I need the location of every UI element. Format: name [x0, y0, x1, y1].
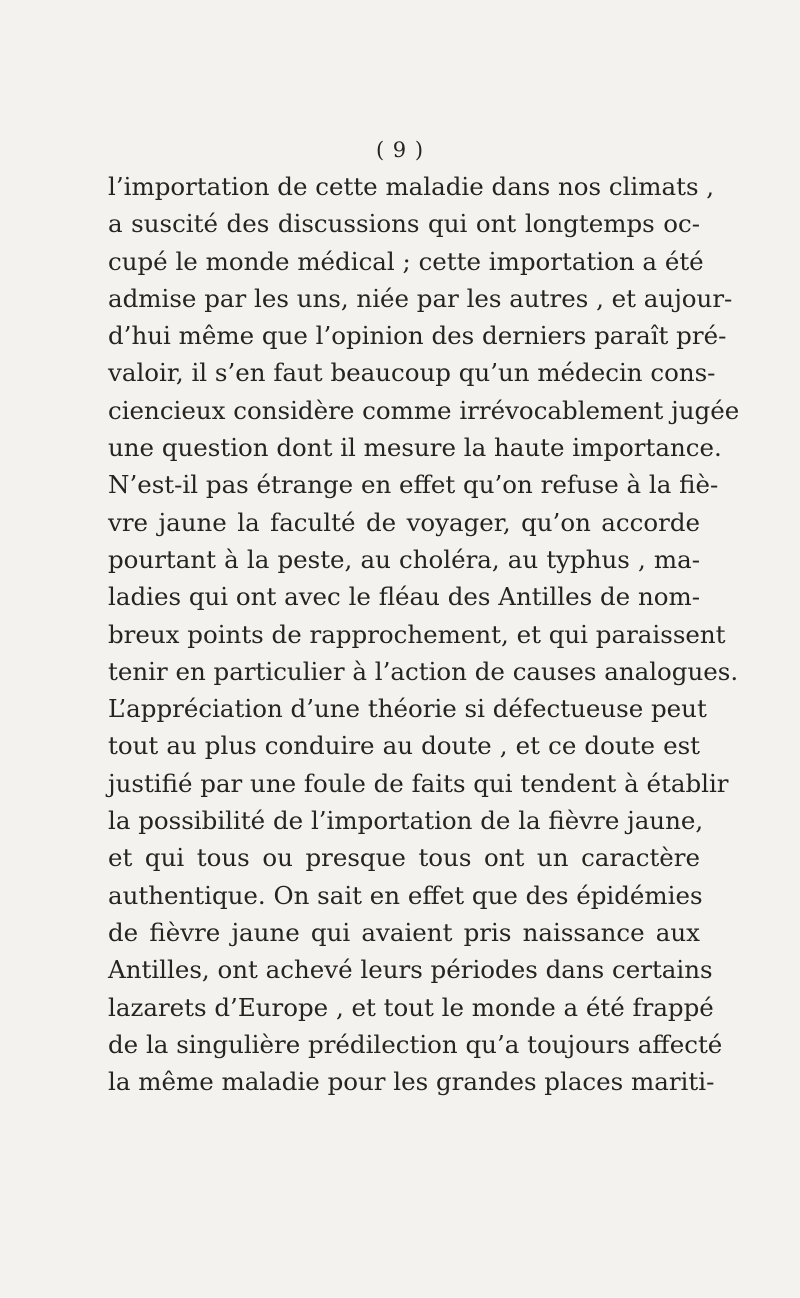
- text-line: d’hui même que l’opinion des derniers paraît pré-: [108, 321, 727, 351]
- text-line: breux points de rapprochement, et qui paraissent: [108, 619, 726, 649]
- text-line: pourtant à la peste, au choléra, au typhus , ma-: [108, 544, 700, 574]
- text-line: une question dont il mesure la haute importance.: [108, 433, 722, 463]
- text-line: de fièvre jaune qui avaient pris naissance aux: [108, 917, 700, 947]
- text-line: tenir en particulier à l’action de causes analogues.: [108, 656, 739, 686]
- text-line: cupé le monde médical ; cette importation a été: [108, 246, 704, 276]
- text-line: la même maladie pour les grandes places mariti-: [108, 1067, 715, 1097]
- text-line: la possibilité de l’importation de la fièvre jaune,: [108, 806, 704, 836]
- text-line: de la singulière prédilection qu’a toujours affecté: [108, 1029, 723, 1059]
- text-line: Antilles, ont achevé leurs périodes dans certains: [108, 955, 713, 985]
- text-line: ciencieux considère comme irrévocablement jugée: [108, 395, 740, 425]
- text-line: N’est-il pas étrange en effet qu’on refuse à la fiè-: [108, 470, 719, 500]
- text-line: L’appréciation d’une théorie si défectueuse peut: [108, 694, 707, 724]
- text-line: valoir, il s’en faut beaucoup qu’un médecin cons-: [108, 358, 716, 388]
- text-line: ladies qui ont avec le fléau des Antilles de nom-: [108, 582, 700, 612]
- text-line: l’importation de cette maladie dans nos climats ,: [108, 172, 715, 201]
- text-line: authentique. On sait en effet que des épidémies: [108, 880, 703, 910]
- text-line: lazarets d’Europe , et tout le monde a été frappé: [108, 992, 714, 1022]
- text-line: a suscité des discussions qui ont longtemps oc-: [108, 209, 700, 239]
- text-line: vre jaune la faculté de voyager, qu’on accorde: [108, 507, 700, 537]
- text-line: admise par les uns, niée par les autres , et aujour-: [108, 283, 733, 313]
- text-line: justifié par une foule de faits qui tendent à établir: [108, 768, 729, 798]
- body-text: [108, 168, 740, 1100]
- page-number: ( 9 ): [375, 138, 425, 162]
- text-line: et qui tous ou presque tous ont un caractère: [108, 843, 700, 873]
- text-line: tout au plus conduire au doute , et ce doute est: [108, 731, 700, 761]
